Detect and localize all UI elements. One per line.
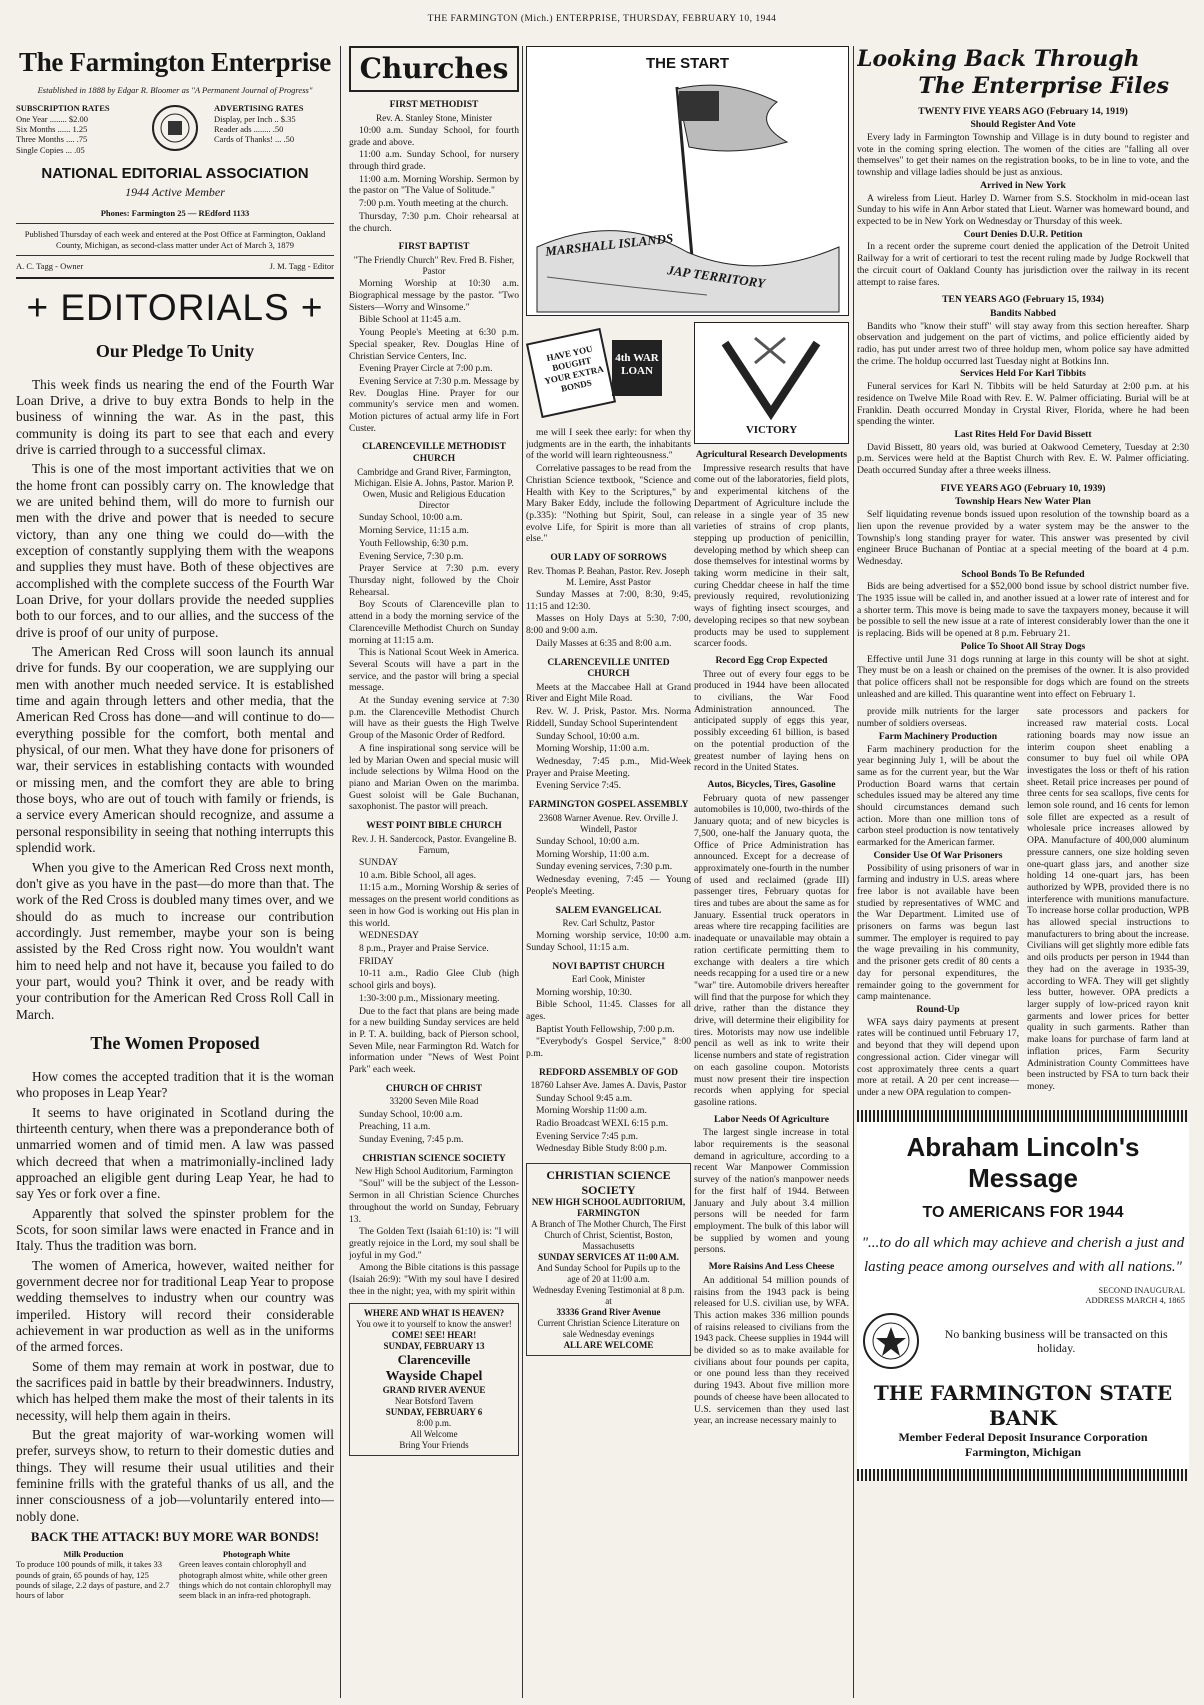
church-service: Sunday School, 10:00 a.m. — [536, 730, 640, 742]
church-name: CHRISTIAN SCIENCE SOCIETY — [362, 1153, 506, 1164]
news-body: An additional 54 million pounds of raisins from the 1943 pack is being released for U.S. civilian use, by WFA. This action makes 336 million pounds of raisins released to civilians from the 1943 pack. Cheese supplies in 1944 will be divided so as to make available for civilians about four pounds per capita, or one pound less than they received during 1943. About five million more pounds of cheese have been allocated to U.S. servicemen than they used last year, an increase necessary mainly to — [694, 1274, 849, 1427]
church-listing — [526, 553, 691, 650]
bank-advertisement — [857, 1122, 1189, 1470]
news-body: WFA says dairy payments at present rates will be continued until February 17, and beyond that they will depend upon congressional action. Cider vinegar will cost approximately three cents a quart more at retail. A 20 per cent increase—under a new OPA regulation to compen- — [857, 1016, 1019, 1098]
looking-back-sections — [857, 106, 1189, 701]
editorial-headline: Our Pledge To Unity — [95, 340, 255, 361]
church-service: "Everybody's Gospel Service," 8:00 p.m. — [526, 1036, 691, 1060]
church-name: FIRST BAPTIST — [398, 242, 470, 253]
cartoon-label-islands: MARSHALL ISLANDS — [544, 230, 674, 259]
column-rule — [340, 46, 341, 1698]
church-pastor: 18760 Lahser Ave. James A. Davis, Pastor — [530, 1080, 687, 1091]
editorials-banner: + EDITORIALS + — [26, 287, 324, 329]
church-service: "Soul" will be the subject of the Lesson-Sermon in all Christian Science Churches throughout the world on Sunday, February 13. — [349, 1178, 519, 1225]
church-service: Evening Service at 7:30 p.m. Message by Rev. Douglas Hine. Prayer for our community's service men and women. Motion pictures of actual army life in Fort Custer. — [349, 375, 519, 434]
editorial-cartoon — [526, 46, 849, 316]
church-service: Meets at the Maccabee Hall at Grand River and Eight Mile Road. — [526, 681, 691, 705]
church-service: Morning Worship 11:00 a.m. — [536, 1105, 647, 1117]
item-headline: Services Held For Karl Tibbits — [960, 368, 1086, 380]
church-listing — [526, 962, 691, 1060]
item-headline: Arrived in New York — [980, 179, 1066, 191]
years-ago-heading: TWENTY FIVE YEARS AGO (February 14, 1919) — [918, 105, 1128, 117]
church-listing — [526, 800, 691, 898]
item-body: Every lady in Farmington Township and Village is in duty bound to register and vote in the coming spring election. The women of the cities are "falling all over themselves" to get their names on the registration books, to be in line to vote, and the township and village ladies should be just as anxious. — [857, 132, 1189, 179]
church-service: Sunday Evening, 7:45 p.m. — [359, 1133, 464, 1145]
church-service: 8 p.m., Prayer and Praise Service. — [359, 942, 489, 954]
news-item — [694, 1114, 849, 1256]
church-service: 10-11 a.m., Radio Glee Club (high school girls and boys). — [349, 968, 519, 992]
news-headline: Record Egg Crop Expected — [715, 654, 828, 666]
church-service: Young People's Meeting at 6:30 p.m. Special speaker, Rev. Douglas Hine of Christian Service Centers, Inc. — [349, 327, 519, 362]
church-service: 1:30-3:00 p.m., Missionary meeting. — [359, 992, 500, 1004]
editor: J. M. Tagg - Editor — [269, 261, 334, 272]
page-folio: THE FARMINGTON (Mich.) ENTERPRISE, THURSDAY, FEBRUARY 10, 1944 — [427, 14, 777, 24]
church-listing — [349, 1154, 519, 1298]
years-ago-heading: FIVE YEARS AGO (February 10, 1939) — [940, 482, 1106, 494]
church-service: Daily Masses at 6:35 and 8:00 a.m. — [536, 637, 672, 649]
church-service: Wednesday evening, 7:45 — Young People's Meeting. — [526, 874, 691, 897]
war-loan-label: 4th WAR LOAN — [615, 352, 659, 378]
item-body: Effective until June 31 dogs running at large in this county will be shot at sight. They must be on a leash or chained on the premises of the owner. It is also provided that police officers shall not be responsible for dogs which are found on the streets unleashed and are killed. This quarantine went into effect on February 1. — [857, 653, 1189, 700]
church-name: CLARENCEVILLE UNITED CHURCH — [547, 657, 670, 680]
item-body: In a recent order the supreme court denied the application of the Detroit United Railway for a writ of certiorari to test the recent ruling made by Judge Rockwell that the circuit court of Oakland County has jurisdiction over the railway in its recent attempt to raise fares. — [857, 241, 1189, 288]
church-service: 10 a.m. Bible School, all ages. — [359, 869, 476, 881]
church-service: Morning Service, 11:15 a.m. — [359, 525, 469, 537]
church-service: Sunday Masses at 7:00, 8:30, 9:45, 11:15 and 12:30. — [526, 589, 691, 612]
item-headline: Police To Shoot All Stray Dogs — [960, 640, 1086, 652]
victory-icon — [695, 323, 848, 423]
church-listing — [349, 442, 519, 813]
church-pastor: Rev. J. H. Sandercock, Pastor. Evangeline B. Farnum, — [351, 833, 517, 855]
churches-heading: Churches — [349, 46, 519, 92]
churches-column-2: HAVE YOU BOUGHT YOUR EXTRA BONDS 4th WAR LOAN me will I seek thee early: for when thy judgments are in the earth, the inhabitants of the world will learn righteousness." Correlative passages to be read from the Christian Science textbook, "Science and Health with Key to the Scriptures," by Mary Baker Eddy, include the following (p.335): "Nothing but Spirit, Soul, can evolve Life, for Spirit is more than all else." OUR LADY OF SORROWS Rev. Thomas P. Beahan, Pastor. Rev. Joseph M. Lemire, Asst Pastor Sunday Masses at 7:00, 8:30, 9:45, 11:15 and 12:30. Masses on Holy Days at 5:30, 7:00, 8:00 and 9:00 a.m. Daily Masses at 6:35 and 8:00 a.m. CLARENCEVILLE UNITED CHURCH Meets at the Maccabee Hall at Grand River and Eight Mile Road. Rev. W. J. Prisk, Pastor. Mrs. Norma Riddell, Sunday School Superintendent Sunday School, 10:00 a.m. Morning Worship, 11:00 a.m. Wednesday, 7:45 p.m., Mid-Week Prayer and Praise Meeting. Evening Service 7:45. FARMINGTON GOSPEL ASSEMBLY 23608 Warner Avenue. Rev. Orville J. Windell, Pastor Sunday School, 10:00 a.m. Morning Worship, 11:00 a.m. Sunday evening services, 7:30 p.m. Wednesday evening, 7:45 — Young People's Meeting. SALEM EVANGELICAL Rev. Carl Schultz, Pastor Morning worship service, 10:00 a.m. Sunday School, 11:15 a.m. NOVI BAPTIST CHURCH Earl Cook, Minister Morning worship, 10:30. Bible School, 11:45. Classes for all ages. Baptist Youth Fellowship, 7:00 p.m. "Everybody's Gospel Service," 8:00 p.m. REDFORD ASSEMBLY OF GOD 18760 Lahser Ave. James A. Davis, Pastor Sunday School 9:45 a.m. Morning Worship 11:00 a.m. Radio Broadcast WEXL 6:15 p.m. Evening Service 7:45 p.m. Wednesday Bible Study 8:00 p.m. CHRISTIAN SCIENCE SOCIETY NEW HIGH SCHOOL AUDITORIUM, FARMINGTON A Branch of The Mother Church, The First Church of Christ, Scientist, Boston, Massachusetts SUNDAY SERVICES AT 11:00 A.M. And Sunday School for Pupils up to the age of 20 at 11:00 a.m. Wednesday Evening Testimonial at 8 p.m. at 33336 Grand River Avenue Current Christian Science Literature on sale Wednesday evenings ALL ARE WELCOME — [526, 322, 691, 1698]
owner: A. C. Tagg - Owner — [16, 261, 84, 272]
rate-line: Six Months ...... 1.25 — [16, 124, 88, 135]
church-service: The Golden Text (Isaiah 61:10) is: "I will greatly rejoice in the Lord, my soul shall be joyful in my God." — [349, 1226, 519, 1261]
quote-source: SECOND INAUGURAL ADDRESS MARCH 4, 1865 — [1085, 1284, 1185, 1305]
photo-filler: Photograph White Green leaves contain chlorophyll and photograph almost white, while other green things which do not contain chlorophyll may seem black in an infra-red photograph. — [179, 1549, 332, 1601]
item-headline: Should Register And Vote — [970, 119, 1076, 131]
church-service: A fine inspirational song service will be led by Marian Owen and special music will include selections by Wilma Hood on the piano and Marian Owen on the marimba. Guest soloist will be Gale Buchanan, saxophonist. The pastor will preach. — [349, 742, 519, 813]
item-headline: School Bonds To Be Refunded — [961, 568, 1085, 580]
church-service: Morning Worship, 11:00 a.m. — [536, 743, 650, 755]
wayside-chapel-ad: WHERE AND WHAT IS HEAVEN? You owe it to yourself to know the answer! COME! SEE! HEAR! SUNDAY, FEBRUARY 13 Clarenceville Wayside Chapel GRAND RIVER AVENUE Near Botsford Tavern SUNDAY, FEBRUARY 6 8:00 p.m. All Welcome Bring Your Friends — [349, 1303, 519, 1456]
church-service: Sunday School, 10:00 a.m. — [359, 1108, 463, 1120]
farm-news-column — [694, 322, 849, 1698]
church-service: Preaching, 11 a.m. — [359, 1121, 431, 1133]
continued-news — [857, 706, 1189, 1099]
column-rule — [853, 46, 854, 1698]
column-rule — [522, 46, 523, 1698]
news-body: Three out of every four eggs to be produced in 1944 have been allocated to civilians, the War Food Administration announced. The anticipated supply of eggs this year, possibly exceeding 61 billion, is based on the potential production of the greatest number of laying hens on record in the United States. — [694, 668, 849, 774]
item-body: Self liquidating revenue bonds issued upon resolution of the township board as a lien upon the revenue provided by a water system may be the answer to the Township's long standing prayer for water. This answer was presented by civil engineer Bruce Buchanan of Pontiac at a special meeting of the board at 4 p.m. Wednesday. — [857, 509, 1189, 567]
news-item — [694, 655, 849, 774]
rate-line: Single Copies ... .05 — [16, 144, 85, 155]
cartoon-title: THE START — [645, 55, 730, 72]
church-list — [349, 100, 519, 1297]
church-service: 11:00 a.m. Sunday School, for nursery through third grade. — [349, 149, 519, 173]
churches-column — [349, 46, 519, 1698]
church-service: Sunday evening services, 7:30 p.m. — [536, 861, 673, 873]
church-service: FRIDAY — [359, 955, 394, 967]
church-service: Morning Worship, 11:00 a.m. — [536, 848, 650, 860]
church-service: 7:00 p.m. Youth meeting at the church. — [359, 198, 509, 210]
news-item — [694, 779, 849, 1109]
association-member: 1944 Active Member — [125, 185, 225, 200]
church-pastor: Cambridge and Grand River, Farmington, Michigan. Elsie A. Johns, Pastor. Marion P. Owen, Music and Religious Education Director — [354, 466, 514, 511]
church-name: CHURCH OF CHRIST — [385, 1083, 483, 1094]
church-listing — [349, 242, 519, 434]
bank-ad-title: Abraham Lincoln's — [906, 1131, 1140, 1162]
church-service: 11:00 a.m. Morning Worship. Sermon by the pastor on "The Value of Solitude." — [349, 173, 519, 197]
rate-line: Display, per Inch .. $.35 — [214, 113, 296, 124]
church-service: 10:00 a.m. Sunday School, for fourth grade and above. — [349, 124, 519, 148]
church-pastor: Rev. Carl Schultz, Pastor — [562, 918, 655, 929]
looking-back-title-1: Looking Back Through — [857, 46, 1140, 72]
church-name: SALEM EVANGELICAL — [555, 905, 662, 916]
subscription-rates: SUBSCRIPTION RATES One Year ........ $2.00 Six Months ...... 1.25 Three Months .... .75 Single Copies ... .05 — [16, 103, 136, 155]
masthead-title: The Farmington Enterprise — [19, 47, 331, 77]
bank-member: Member Federal Deposit Insurance Corporation — [898, 1430, 1148, 1445]
church-listing — [526, 906, 691, 954]
looking-back-title-2: The Enterprise Files — [918, 72, 1169, 99]
news-headline: Labor Needs Of Agriculture — [713, 1113, 830, 1125]
church-service: Rev. W. J. Prisk, Pastor. Mrs. Norma Riddell, Sunday School Superintendent — [526, 706, 691, 729]
church-service: Thursday, 7:30 p.m. Choir rehearsal at the church. — [349, 210, 519, 234]
church-pastor: Earl Cook, Minister — [571, 974, 646, 985]
rate-line: One Year ........ $2.00 — [16, 113, 89, 124]
fillers — [16, 1549, 334, 1601]
rate-line: Three Months .... .75 — [16, 134, 88, 145]
editorial-headline: The Women Proposed — [90, 1032, 260, 1053]
editorial-body: This week finds us nearing the end of the Fourth War Loan Drive, a drive to buy extra Bonds to help in the business of winning the war. As in the past, this community is doing its part to see that each and every drive is carried through to a successful climax. This is one of the most important activities that we on the home front can possibly carry on. The knowledge that we are united behind them, will do more to furnish our men with the drive and power that is needed to secure victory, than any one thing we could do—with the exception of constantly supplying them with the weapons and supplies they must have. Both of these objectives are accomplished with the complete success of the Fourth War Loan Drive, for your dollars provide the needed supplies both to our forces, and to our allies, and the success of the drive is proof of our unity of purpose. The American Red Cross will soon launch its annual drive for funds. By our cooperation, we are supplying our men with another much needed service. It is established time and again through letters and other media, that the American Red Cross has done—and will continue to do—everything possible for the comfort, both mental and physical, of our men. What they have done for prisoners of war, their services in establishing contacts with wounded or missing men, and the comfort they are able to bring those boys, who are out of touch with family or friends, is a service every American should recognize, and assume a personal responsibility in seeing that nothing interrupts this splendid work. When you give to the American Red Cross next month, don't give as you have in the past—do more than that. The work of the Red Cross is doubled many times over, and we should do as much to increase our contribution accordingly. Just remember, maybe your son is being assisted by the Red Cross right now. You wouldn't want him to need help and not have it, because you failed to do your part, would you? Think it over, and be ready with your contribution for the American Red Cross Roll Call in March. — [16, 376, 334, 1022]
news-item — [694, 1261, 849, 1427]
church-service: Evening Service 7:45. — [536, 780, 621, 792]
church-name: NOVI BAPTIST CHURCH — [552, 961, 665, 972]
church-pastor: 23608 Warner Avenue. Rev. Orville J. Windell, Pastor — [538, 812, 679, 834]
holiday-notice: No banking business will be transacted on this holiday. — [944, 1326, 1168, 1356]
church-name: CLARENCEVILLE METHODIST CHURCH — [362, 442, 506, 465]
church-name: FIRST METHODIST — [389, 100, 479, 111]
border-strip — [857, 1469, 1189, 1481]
church-service: Sunday School, 10:00 a.m. — [536, 836, 640, 848]
established-line: Established in 1888 by Edgar R. Bloomer as "A Permanent Journal of Progress" — [37, 84, 313, 95]
item-headline: Township Hears New Water Plan — [955, 496, 1091, 508]
church-name: REDFORD ASSEMBLY OF GOD — [538, 1067, 679, 1078]
bank-seal-icon — [861, 1311, 919, 1371]
war-bonds-slogan: BACK THE ATTACK! BUY MORE WAR BONDS! — [30, 1529, 320, 1545]
church-service: Morning Worship at 10:30 a.m. Biographical message by the pastor. "Two Sisters—Worry and Winsome." — [349, 278, 519, 313]
editorial-body: How comes the accepted tradition that it is the woman who proposes in Leap Year? It seems to have originated in Scotland during the thirteenth century, when there was a preponderance both of unmarried women and of timid men. A law was passed which decreed that when a matrimonially-inclined lady approached an eligible gent during Leap Year, he had to say Yes or fork over a fine. Apparently that solved the spinster problem for the Scots, for soon similar laws were enacted in France and in Italy. Thus the tradition was born. The women of America, however, waited neither for government decree nor for traditional Leap Year to propose wedding themselves to industry when our country was imperiled. History will record their considerable achievement in war production as well as in the uniforms of the armed forces. Some of them may remain at work in postwar, due to the sacrifices paid in battle by their breadwinners. Industry, which has helped them make the most of their talents in its necessity, will help them again in theirs. But the great majority of war-working women will prefer, surveys show, to return to their domestic duties and things. They will resume their usual utilities and their feminine frills with the grateful thanks of us all, and the inner consciousness of a job—voluntarily entered into—nobly done. — [16, 1068, 334, 1524]
church-service: Evening Prayer Circle at 7:00 p.m. — [359, 363, 493, 375]
bank-ad-subtitle: TO AMERICANS FOR 1944 — [922, 1204, 1124, 1222]
bank-name: THE FARMINGTON STATE BANK — [873, 1381, 1173, 1430]
news-headline: Farm Machinery Production — [878, 730, 998, 742]
church-pastor: New High School Auditorium, Farmington — [355, 1166, 513, 1177]
church-pastor: Rev. Thomas P. Beahan, Pastor. Rev. Joseph M. Lemire, Asst Pastor — [527, 565, 690, 587]
bank-ad-title-2: Message — [968, 1163, 1078, 1194]
church-service: This is National Scout Week in America. Several Scouts will have a part in the service, and the pastor will bring a special message. — [349, 647, 519, 694]
church-list — [526, 553, 691, 1155]
item-headline: Last Rites Held For David Bissett — [954, 428, 1092, 440]
church-service: Among the Bible citations is this passage (Isaiah 26:9): "With my soul have I desired thee in the night; yea, with my spirit within — [349, 1262, 519, 1297]
victory-caption: VICTORY — [745, 423, 798, 436]
rates-block — [16, 103, 334, 155]
church-service: Due to the fact that plans are being made for a new building Sunday services are held in P. T. A. building, back of Pierson school, Seven Mile, near Farmington Rd. Watch for information under "News of West Point Park" each week. — [349, 1005, 519, 1076]
item-body: Bids are being advertised for a $52,000 bond issue by school district number five. The 1935 issue will be called in, and another issued at a lower rate of interest and for a shorter term. This move is being made to save the taxpayers money, because it will be possible to sell the new issue at a rate of interest considerably lower than the one it is replacing. Bids will be opened at 8 p.m. February 21. — [857, 581, 1189, 640]
association-logo: NATIONAL EDITORIAL ASSOCIATION — [41, 165, 309, 183]
church-service: Baptist Youth Fellowship, 7:00 p.m. — [536, 1023, 675, 1035]
church-service: Evening Service 7:45 p.m. — [536, 1130, 639, 1142]
church-service: Masses on Holy Days at 5:30, 7:00, 8:00 and 9:00 a.m. — [526, 613, 691, 637]
news-body: Impressive research results that have come out of the laboratories, field plots, and experimental kitchens of the Department of Agriculture include the release in a single year of 35 new varieties of strains of crop plants, stepping up production of penicillin, developing method by which sheep can dose themselves for intestinal worms by taking worm medicine in their salt, curing Cheddar cheese in half the time previously required, revolutionizing ways of fighting insect scourges, and developing recipes so that new soybean products may be used to supplement scarcer foods. — [694, 462, 849, 650]
church-listing — [349, 1084, 519, 1146]
church-service: Evening Service, 7:30 p.m. — [359, 550, 464, 562]
phones: Phones: Farmington 25 — REdford 1133 — [100, 208, 250, 219]
church-service: Bible School, 11:45. Classes for all ages. — [526, 999, 691, 1022]
news-body: Farm machinery production for the year beginning July 1, will be about the same as for the current year, but the War Production Board warns that certain schedules issued may be altered any time should circumstances demand such action. More than one million tons of carbon steel production is now tentatively earmarked for the American farmer. — [857, 743, 1019, 849]
church-name: WEST POINT BIBLE CHURCH — [366, 821, 502, 832]
victory-illustration — [694, 322, 849, 444]
church-pastor: 33200 Seven Mile Road — [389, 1096, 479, 1107]
rate-line: Reader ads ........ .50 — [214, 124, 284, 135]
church-name: FARMINGTON GOSPEL ASSEMBLY — [528, 800, 689, 811]
item-body: Bandits who "know their stuff" will stay away from this section hereafter. Sharp observation and judgement on the part of victims, and police efficiently aided by radio, has put under arrest two of three holdup men, whom police say have admitted the crime. The holdup occurred last Tuesday night at Botkins Inn. — [857, 320, 1189, 367]
church-service: Youth Fellowship, 6:30 p.m. — [359, 537, 469, 549]
border-strip — [857, 1110, 1189, 1122]
advertising-rates: ADVERTISING RATES Display, per Inch .. $.35 Reader ads ........ .50 Cards of Thanks! ... .50 — [214, 103, 334, 144]
church-service: Wednesday, 7:45 p.m., Mid-Week Prayer and Praise Meeting. — [526, 755, 691, 779]
news-headline: Consider Use Of War Prisoners — [873, 849, 1003, 861]
church-service: Morning worship service, 10:00 a.m. Sunday School, 11:15 a.m. — [526, 930, 691, 954]
news-list — [694, 449, 849, 1427]
news-headline: Autos, Bicycles, Tires, Gasoline — [707, 778, 836, 790]
news-headline: Round-Up — [916, 1003, 960, 1015]
item-body: Funeral services for Karl N. Tibbits will be held Saturday at 2:00 p.m. at his residence on Twelve Mile Road with Rev. E. W. Palmer officiating. Burial will be at Franklin. Death occurred Monday in Crystal River, Florida, where he had been spending the winter. — [857, 381, 1189, 428]
church-service: Sunday School, 10:00 a.m. — [359, 512, 463, 524]
bank-place: Farmington, Michigan — [965, 1444, 1081, 1459]
cartoon-label-territory: JAP TERRITORY — [666, 262, 766, 291]
church-listing — [349, 100, 519, 234]
news-body: Possibility of using prisoners of war in farming and industry in U.S. areas where free labor is not available have been studied by representatives of WMC and the War Department. Limited use of prisoners on farms was begun last summer. The employer is required to pay the wage prevailing in his community, and the prisoner gets credit of 80 cents a day for personal expenditures, the remainder going to the government for camp maintenance. — [857, 862, 1019, 1003]
looking-back-column — [857, 46, 1189, 1698]
milk-filler: Milk Production To produce 100 pounds of milk, it takes 33 pounds of grain, 65 pounds of hay, 125 pounds of silage, 2.2 days of pasture, and 2.7 hours of labor — [16, 1549, 170, 1601]
publishing-notice: Published Thursday of each week and entered at the Post Office at Farmington, Oakland County, Michigan, as second-class matter under Act of March 3, 1879 — [24, 229, 326, 250]
church-name: OUR LADY OF SORROWS — [550, 553, 667, 564]
church-service: 11:15 a.m., Morning Worship & series of messages on the present world conditions as seen in how God is working out His plan in this world. — [349, 882, 519, 929]
news-body: February quota of new passenger automobiles is 10,000, two-thirds of the January quota; and of new bicycles is 7,500, one-half the January quota, the Office of Price Administration has announced. Except for a decrease of approximately one-fourth in the number of used and reclaimed (grade III) passenger tires, February quotas for tires and tubes are about the same as for January. Essential truck operators in areas where tire recapping facilities are inadequate or unavailable may obtain a ration certificate permitting them to exchange with dealers a tire which needs recapping for a used tire or a new "war" tire. Automobile drivers hereafter will find that the purpose for which they drive, rather than the distance they drive, will determine their eligibility for tires. Motorists may now use indelible pencil as well as ink to write their license numbers and state of registration on each gasoline coupon. Motorists must now present their tire inspection records when applying for special gasoline rations. — [694, 792, 849, 1108]
editorial-column — [16, 46, 334, 1698]
war-loan-question: HAVE YOU BOUGHT YOUR EXTRA BONDS — [543, 343, 605, 394]
news-body: sate processors and packers for increased raw material costs. Local rationing boards may now issue an interim coupon sheet enabling a consumer to buy fuel oil while OPA investigates the loss or theft of his ration sheet. Retail price increases per pound of three cents for sea scallops, five cents for lemon sole round, and 16 cents for lemon sole fillet are expected as a result of wholesale price increases allowed by OPA. Manufacture of 400,000 aluminum pressure canners, one size holding seven one-quart glass jars, and another size holding 14 one-quart jars, has been authorized by WPB, provided there is no interference with munitions manufacture. To increase horse collar production, WPB has allowed special instructions to manufacturers to bring about the increase. Civilians will get slightly more edible fats and oils products per person in 1944 than they had on the average in 1935-39, according to WFA. They will get slightly less butter, however. OPA predicts a larger supply of low-priced rayon knit garments and lower prices for better quality in such garments. Rather than make loans for purchase of farm land at inflation prices, Farm Security Administration County Committees have been instructed by FSA to turn back their money. — [1027, 706, 1189, 1092]
item-headline: Court Denies D.U.R. Petition — [963, 228, 1083, 240]
news-body: provide milk nutrients for the larger number of soldiers overseas. — [857, 706, 1019, 730]
church-service: Morning worship, 10:30. — [536, 986, 632, 998]
church-pastor: Rev. A. Stanley Stone, Minister — [375, 112, 493, 123]
church-listing — [526, 658, 691, 792]
church-service: Sunday School 9:45 a.m. — [536, 1092, 633, 1104]
church-pastor: "The Friendly Church" Rev. Fred B. Fisher, Pastor — [353, 254, 515, 277]
lincoln-quote: "...to do all which may achieve and cherish a just and lasting peace among ourselves and with all nations." — [861, 1234, 1185, 1275]
news-headline: Agricultural Research Developments — [695, 449, 848, 460]
christian-science-ad: CHRISTIAN SCIENCE SOCIETY NEW HIGH SCHOOL AUDITORIUM, FARMINGTON A Branch of The Mother Church, The First Church of Christ, Scientist, Boston, Massachusetts SUNDAY SERVICES AT 11:00 A.M. And Sunday School for Pupils up to the age of 20 at 11:00 a.m. Wednesday Evening Testimonial at 8 p.m. at 33336 Grand River Avenue Current Christian Science Literature on sale Wednesday evenings ALL ARE WELCOME — [526, 1163, 691, 1356]
war-loan-badge — [526, 322, 691, 427]
cartoon-area — [526, 46, 849, 316]
news-body: The largest single increase in total labor requirements is the seasonal demand in agriculture, according to a recent War Manpower Commission survey of the nation's manpower needs for the first half of 1944. Between January and July about 3.4 million persons will be needed for farm employment. The bulk of this labor will be supplied by women and young persons. — [694, 1127, 849, 1256]
item-body: David Bissett, 80 years old, was buried at Oakwood Cemetery, Tuesday at 2:30 p.m. Services were held at the Baptist Church with Rev. E. W. Palmer officiating. Death occurred Sunday after a three weeks illness. — [857, 441, 1189, 477]
church-listing — [349, 821, 519, 1076]
press-seal-icon — [150, 103, 200, 153]
church-service: SUNDAY — [359, 857, 399, 869]
church-service: Bible School at 11:45 a.m. — [359, 314, 461, 326]
church-service: Prayer Service at 7:30 p.m. every Thursday night, followed by the Choir Rehearsal. — [349, 563, 519, 598]
news-headline: More Raisins And Less Cheese — [708, 1261, 835, 1273]
church-service: Wednesday Bible Study 8:00 p.m. — [536, 1143, 667, 1155]
church-service: Boy Scouts of Clarenceville plan to attend in a body the morning service of the Clarenceville Methodist Church on Sunday morning at 11:15 a.m. — [349, 599, 519, 646]
news-item — [694, 449, 849, 650]
church-listing — [526, 1068, 691, 1155]
staff-line — [16, 261, 334, 271]
rate-line: Cards of Thanks! ... .50 — [214, 134, 295, 145]
item-headline: Bandits Nabbed — [990, 307, 1056, 319]
church-service: Radio Broadcast WEXL 6:15 p.m. — [536, 1118, 669, 1129]
church-service: WEDNESDAY — [359, 930, 419, 942]
church-service: At the Sunday evening service at 7:30 p.m. the Clarenceville Methodist Church will have as their guests the High Twelve Group of the Masonic Order of Redford. — [349, 695, 519, 742]
item-body: A wireless from Lieut. Harley D. Warner from S.S. Stockholm in mid-ocean last Sunday to his wife in Ann Arbor stated that Lieut. Warner was homeward bound, and expected to be in New York on Wednesday or Thursday of this week. — [857, 192, 1189, 227]
years-ago-heading: TEN YEARS AGO (February 15, 1934) — [942, 294, 1104, 306]
